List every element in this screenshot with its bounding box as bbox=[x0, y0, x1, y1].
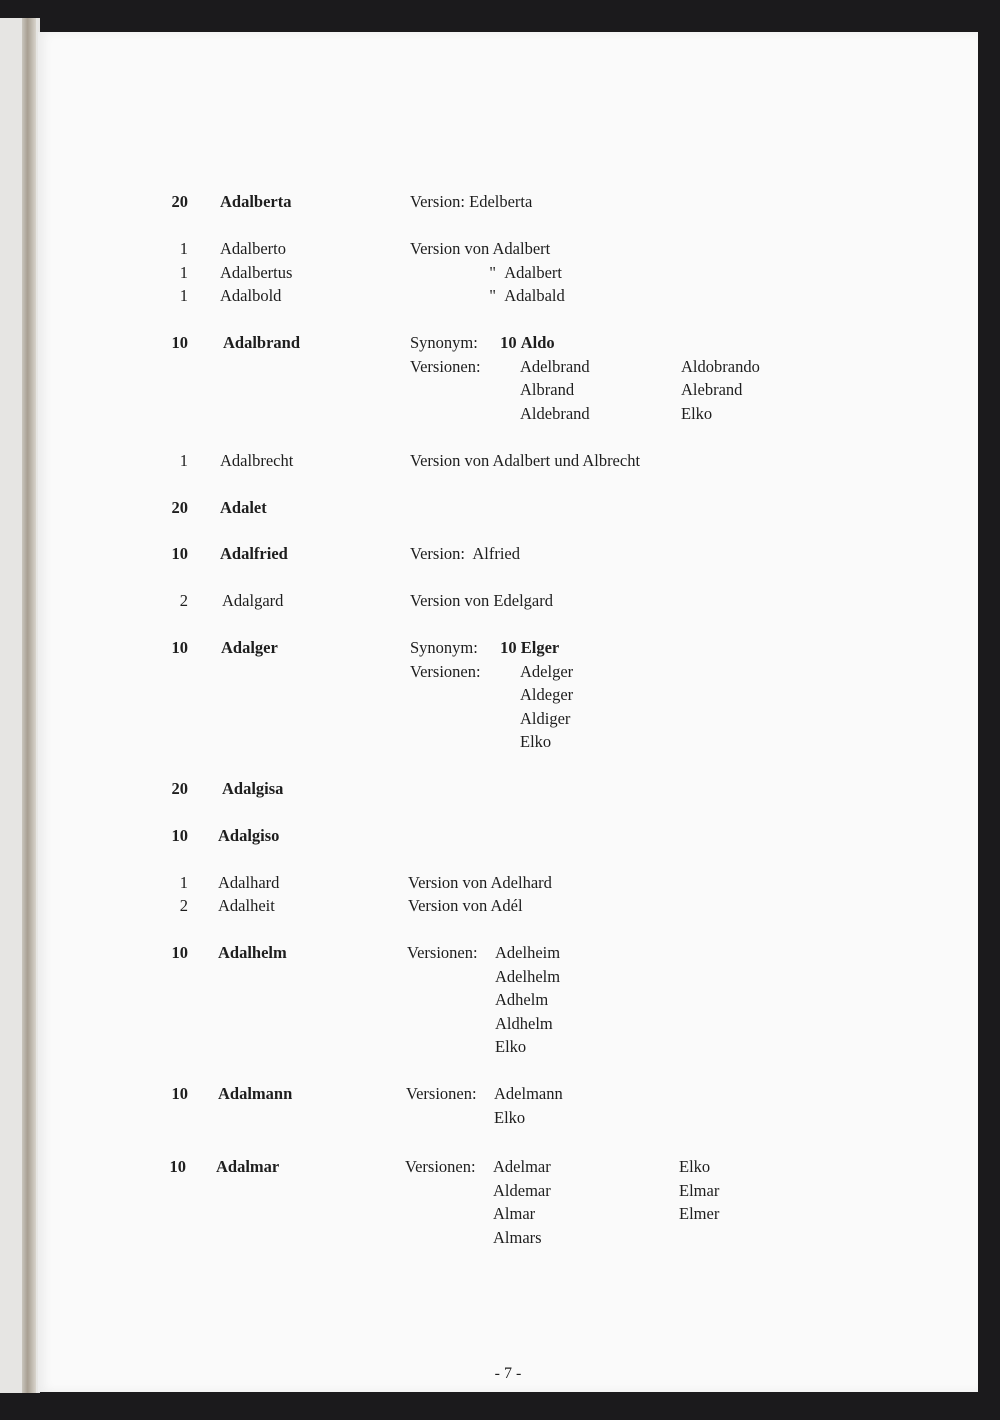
entry-name: Adalet bbox=[220, 498, 267, 517]
entry-name: Adalbertus bbox=[220, 263, 293, 282]
versions-label: Versionen: bbox=[405, 1157, 476, 1176]
document-page bbox=[38, 32, 978, 1392]
entry-info-col2 bbox=[681, 355, 760, 426]
entry-name: Adalger bbox=[221, 638, 278, 657]
entry-number: 1 bbox=[179, 873, 188, 892]
synonym-number: 10 bbox=[500, 638, 517, 657]
version-item: Aldemar bbox=[493, 1180, 551, 1200]
version-item: Elko bbox=[679, 1157, 711, 1176]
version-text: Version von Adalbert und Albrecht bbox=[410, 451, 641, 470]
synonym-label: Synonym: bbox=[410, 333, 478, 352]
entry-info bbox=[410, 331, 590, 425]
entry-name: Adalbrand bbox=[223, 333, 301, 352]
entry-name: Adalgisa bbox=[222, 779, 284, 798]
entry-number: 1 bbox=[179, 286, 188, 305]
versions-label: Versionen: bbox=[406, 1084, 477, 1103]
entry-info bbox=[407, 941, 560, 1059]
entry-number: 2 bbox=[179, 591, 188, 610]
entry-number: 10 bbox=[171, 826, 188, 845]
book-spine bbox=[22, 18, 36, 1393]
entry-number: 10 bbox=[171, 544, 188, 563]
entry-info bbox=[410, 261, 562, 285]
version-item: Aldobrando bbox=[681, 356, 760, 376]
version-label: Version: bbox=[410, 544, 465, 563]
entry-number: 1 bbox=[179, 263, 188, 282]
version-item: Adelhelm bbox=[495, 966, 561, 986]
version-item: Adhelm bbox=[495, 990, 549, 1009]
entry-info bbox=[408, 871, 552, 895]
version-item: Aldeger bbox=[520, 685, 574, 704]
version-text: Version von Adalbert bbox=[410, 239, 551, 258]
version-item: Adelger bbox=[520, 661, 574, 681]
version-item: Almars bbox=[493, 1227, 542, 1247]
version-item: Adelbrand bbox=[520, 356, 590, 376]
version-text: Version von Adél bbox=[408, 896, 523, 915]
version-value: Alfried bbox=[472, 544, 520, 563]
synonym-label: Synonym: bbox=[410, 638, 478, 657]
entry-number: 10 bbox=[169, 1157, 186, 1176]
ditto-mark: " bbox=[489, 263, 496, 282]
version-item: Elko bbox=[681, 403, 713, 423]
entry-name: Adalbold bbox=[220, 286, 282, 305]
version-item: Adelmann bbox=[494, 1084, 563, 1103]
version-item: Adelheim bbox=[495, 943, 561, 962]
entry-name: Adalheit bbox=[218, 896, 275, 915]
entry-info bbox=[408, 894, 523, 918]
version-item: Aldhelm bbox=[495, 1013, 553, 1033]
page-number: - 7 - bbox=[494, 1365, 522, 1382]
versions-label: Versionen: bbox=[410, 356, 481, 376]
version-item: Elko bbox=[494, 1107, 526, 1127]
synonym-name: Elger bbox=[520, 638, 560, 657]
version-value: Adalbert bbox=[504, 263, 562, 282]
entry-number: 10 bbox=[171, 333, 188, 352]
version-item: Alebrand bbox=[681, 380, 743, 399]
entry-info-col2 bbox=[679, 1155, 719, 1226]
version-item: Aldebrand bbox=[520, 403, 590, 423]
version-text: Version von Edelgard bbox=[410, 591, 553, 610]
versions-label: Versionen: bbox=[410, 661, 481, 681]
entry-name: Adalbrecht bbox=[220, 451, 294, 470]
entry-name: Adalgard bbox=[222, 591, 284, 610]
entry-info bbox=[405, 1155, 551, 1249]
version-value: Adalbald bbox=[504, 286, 565, 305]
entry-info bbox=[410, 237, 550, 261]
version-item: Elmar bbox=[679, 1180, 720, 1200]
entry-name: Adalberta bbox=[220, 192, 292, 211]
entry-number: 20 bbox=[171, 192, 188, 211]
version-item: Almar bbox=[493, 1204, 536, 1223]
ditto-mark: " bbox=[489, 286, 496, 305]
version-item: Elko bbox=[520, 732, 552, 751]
versions-label: Versionen: bbox=[407, 943, 478, 962]
entry-info bbox=[410, 449, 640, 473]
entry-name: Adalmann bbox=[218, 1084, 293, 1103]
version-item: Elmer bbox=[679, 1204, 720, 1223]
entry-name: Adalmar bbox=[216, 1157, 280, 1176]
version-item: Albrand bbox=[520, 380, 575, 399]
version-item: Adelmar bbox=[493, 1157, 551, 1176]
synonym-number: 10 bbox=[500, 333, 517, 352]
entry-number: 2 bbox=[179, 896, 188, 915]
entry-name: Adalhelm bbox=[218, 943, 287, 962]
entry-number: 20 bbox=[171, 498, 188, 517]
version-text: Version von Adelhard bbox=[408, 873, 552, 892]
entry-name: Adalgiso bbox=[218, 826, 280, 845]
entry-number: 10 bbox=[171, 638, 188, 657]
entry-info bbox=[410, 589, 553, 613]
version-item: Elko bbox=[495, 1037, 527, 1056]
version-label: Version: bbox=[410, 192, 465, 211]
entry-name: Adalhard bbox=[218, 873, 280, 892]
entry-name: Adalfried bbox=[220, 544, 288, 563]
synonym-name: Aldo bbox=[520, 333, 555, 352]
entry-name: Adalberto bbox=[220, 239, 286, 258]
version-value: Edelberta bbox=[469, 192, 533, 211]
entry-info bbox=[410, 190, 532, 214]
entry-info bbox=[410, 542, 520, 566]
entry-number: 20 bbox=[171, 779, 188, 798]
entry-number: 10 bbox=[171, 943, 188, 962]
version-item: Aldiger bbox=[520, 708, 571, 728]
entry-number: 10 bbox=[171, 1084, 188, 1103]
entry-number: 1 bbox=[179, 451, 188, 470]
entry-info bbox=[410, 636, 573, 754]
entry-info bbox=[406, 1082, 563, 1129]
entry-info bbox=[410, 284, 565, 308]
entry-number: 1 bbox=[179, 239, 188, 258]
